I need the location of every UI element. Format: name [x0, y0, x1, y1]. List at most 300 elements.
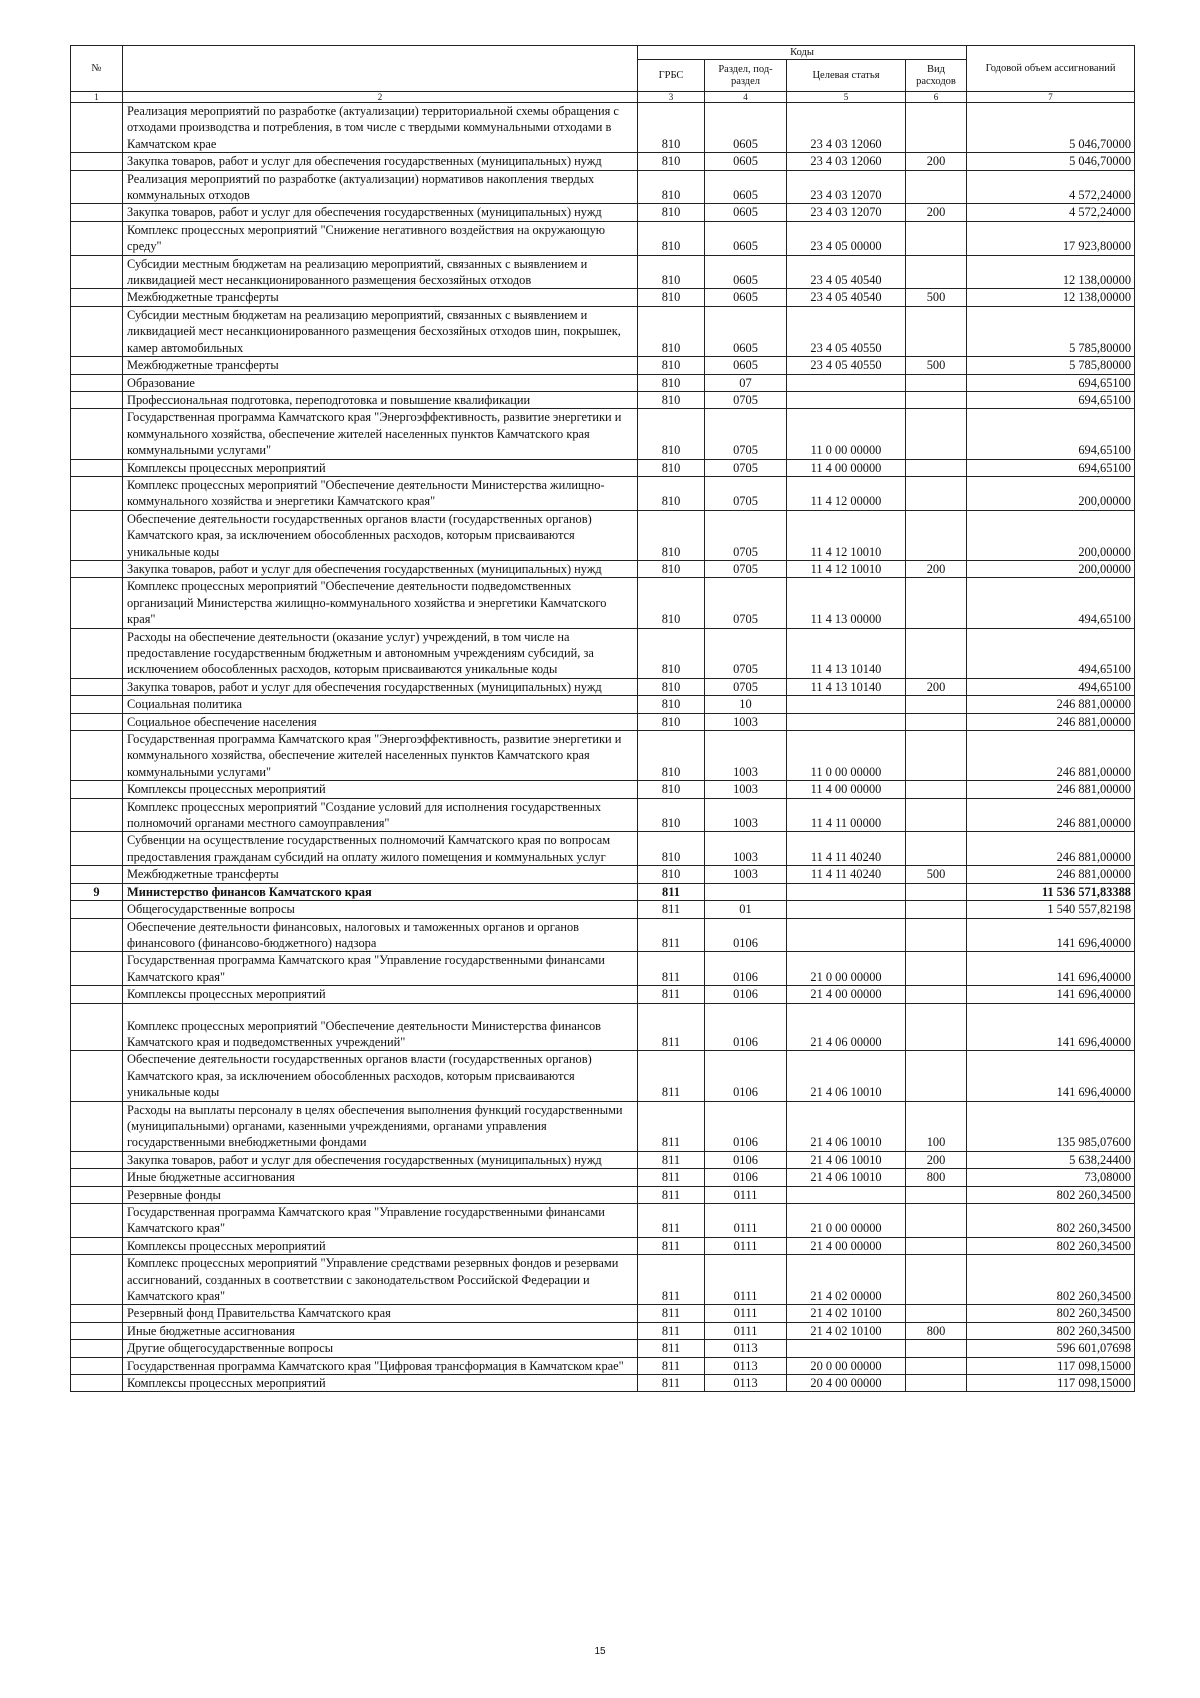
row-number — [71, 289, 123, 306]
header-number: № — [71, 46, 123, 92]
row-annual-volume: 141 696,40000 — [967, 918, 1135, 952]
row-section-code: 0705 — [705, 560, 787, 577]
row-expense-type-code: 200 — [906, 204, 967, 221]
page-number: 15 — [594, 1646, 606, 1657]
row-name: Обеспечение деятельности финансовых, налоговых и таможенных органов и органов финансового (финансово-бюджетного) надзора — [123, 918, 638, 952]
row-grbs-code: 810 — [638, 357, 705, 374]
row-number — [71, 798, 123, 832]
row-grbs-code: 811 — [638, 1340, 705, 1357]
row-section-code: 0605 — [705, 153, 787, 170]
row-annual-volume: 117 098,15000 — [967, 1357, 1135, 1374]
row-grbs-code: 810 — [638, 170, 705, 204]
row-section-code: 0106 — [705, 918, 787, 952]
row-grbs-code: 810 — [638, 204, 705, 221]
row-annual-volume: 694,65100 — [967, 391, 1135, 408]
column-number: 6 — [906, 92, 967, 103]
row-expense-type-code: 800 — [906, 1322, 967, 1339]
row-expense-type-code — [906, 696, 967, 713]
row-annual-volume: 246 881,00000 — [967, 832, 1135, 866]
row-name: Профессиональная подготовка, переподготовка и повышение квалификации — [123, 391, 638, 408]
row-number — [71, 986, 123, 1003]
row-annual-volume: 802 260,34500 — [967, 1204, 1135, 1238]
row-name: Реализация мероприятий по разработке (актуализации) нормативов накопления твердых коммунальных отходов — [123, 170, 638, 204]
table-row — [71, 883, 1135, 900]
row-expense-type-code — [906, 986, 967, 1003]
row-number — [71, 255, 123, 289]
row-annual-volume: 694,65100 — [967, 409, 1135, 459]
budget-table — [70, 45, 1135, 1392]
row-target-item-code: 21 4 06 00000 — [787, 1003, 906, 1051]
row-number — [71, 374, 123, 391]
row-grbs-code: 810 — [638, 221, 705, 255]
row-expense-type-code — [906, 781, 967, 798]
row-name: Закупка товаров, работ и услуг для обеспечения государственных (муниципальных) нужд — [123, 560, 638, 577]
row-grbs-code: 810 — [638, 255, 705, 289]
row-annual-volume: 802 260,34500 — [967, 1322, 1135, 1339]
row-section-code: 0605 — [705, 357, 787, 374]
row-section-code: 0705 — [705, 628, 787, 678]
row-expense-type-code — [906, 306, 967, 356]
column-number: 3 — [638, 92, 705, 103]
row-target-item-code: 23 4 03 12060 — [787, 153, 906, 170]
column-number: 4 — [705, 92, 787, 103]
row-grbs-code: 810 — [638, 153, 705, 170]
header-name — [123, 46, 638, 92]
row-annual-volume: 141 696,40000 — [967, 1051, 1135, 1101]
row-annual-volume: 200,00000 — [967, 476, 1135, 510]
row-name: Комплексы процессных мероприятий — [123, 1237, 638, 1254]
row-grbs-code: 811 — [638, 1322, 705, 1339]
row-number — [71, 1340, 123, 1357]
row-target-item-code: 20 0 00 00000 — [787, 1357, 906, 1374]
table-row — [71, 204, 1135, 221]
row-number — [71, 459, 123, 476]
row-expense-type-code — [906, 731, 967, 781]
row-name: Расходы на обеспечение деятельности (оказание услуг) учреждений, в том числе на предоставление государственным бюджетным и автономным учреждениям субсидий, за исключением обособленных расходов, которым присваиваются уникальные коды — [123, 628, 638, 678]
row-target-item-code: 21 4 00 00000 — [787, 986, 906, 1003]
row-target-item-code: 21 4 06 10010 — [787, 1169, 906, 1186]
row-expense-type-code — [906, 374, 967, 391]
row-target-item-code: 11 4 00 00000 — [787, 459, 906, 476]
row-name: Комплексы процессных мероприятий — [123, 986, 638, 1003]
row-annual-volume: 694,65100 — [967, 459, 1135, 476]
row-number — [71, 781, 123, 798]
row-name: Комплекс процессных мероприятий "Обеспечение деятельности Министерства жилищно-коммунального хозяйства и энергетики Камчатского края" — [123, 476, 638, 510]
column-number: 2 — [123, 92, 638, 103]
row-section-code: 0106 — [705, 1051, 787, 1101]
row-annual-volume: 694,65100 — [967, 374, 1135, 391]
row-number — [71, 918, 123, 952]
row-number — [71, 952, 123, 986]
table-row — [71, 1169, 1135, 1186]
row-expense-type-code — [906, 1255, 967, 1305]
header-codes: Коды — [638, 46, 967, 60]
header-annual-volume: Годовой объем ассигнований — [967, 46, 1135, 92]
row-target-item-code: 11 4 12 00000 — [787, 476, 906, 510]
row-number — [71, 731, 123, 781]
row-grbs-code: 810 — [638, 866, 705, 883]
table-row — [71, 221, 1135, 255]
row-name: Социальная политика — [123, 696, 638, 713]
row-annual-volume: 802 260,34500 — [967, 1237, 1135, 1254]
row-number — [71, 391, 123, 408]
row-annual-volume: 802 260,34500 — [967, 1186, 1135, 1203]
table-row — [71, 255, 1135, 289]
table-row — [71, 713, 1135, 730]
row-target-item-code: 21 0 00 00000 — [787, 952, 906, 986]
budget-table-sheet — [70, 45, 1134, 1392]
row-target-item-code — [787, 374, 906, 391]
row-section-code: 0113 — [705, 1375, 787, 1392]
row-expense-type-code: 200 — [906, 560, 967, 577]
row-section-code: 0111 — [705, 1237, 787, 1254]
row-section-code: 1003 — [705, 866, 787, 883]
table-row — [71, 866, 1135, 883]
row-expense-type-code — [906, 1340, 967, 1357]
row-number — [71, 306, 123, 356]
row-section-code: 0111 — [705, 1186, 787, 1203]
row-annual-volume: 1 540 557,82198 — [967, 901, 1135, 918]
row-annual-volume: 5 785,80000 — [967, 306, 1135, 356]
row-section-code: 0111 — [705, 1305, 787, 1322]
row-section-code: 01 — [705, 901, 787, 918]
row-name: Министерство финансов Камчатского края — [123, 883, 638, 900]
row-expense-type-code — [906, 510, 967, 560]
row-grbs-code: 810 — [638, 560, 705, 577]
row-name: Комплекс процессных мероприятий "Обеспечение деятельности Министерства финансов Камчатского края и подведомственных учреждений" — [123, 1003, 638, 1051]
row-name: Межбюджетные трансферты — [123, 866, 638, 883]
row-target-item-code — [787, 1186, 906, 1203]
row-annual-volume: 802 260,34500 — [967, 1305, 1135, 1322]
table-row — [71, 153, 1135, 170]
row-grbs-code: 811 — [638, 883, 705, 900]
table-row — [71, 510, 1135, 560]
row-name: Иные бюджетные ассигнования — [123, 1322, 638, 1339]
row-annual-volume: 5 785,80000 — [967, 357, 1135, 374]
table-row — [71, 1186, 1135, 1203]
row-grbs-code: 810 — [638, 476, 705, 510]
row-grbs-code: 811 — [638, 1186, 705, 1203]
row-annual-volume: 135 985,07600 — [967, 1101, 1135, 1151]
row-expense-type-code — [906, 713, 967, 730]
row-grbs-code: 811 — [638, 1305, 705, 1322]
row-target-item-code: 23 4 05 40550 — [787, 357, 906, 374]
row-grbs-code: 811 — [638, 1255, 705, 1305]
row-grbs-code: 810 — [638, 510, 705, 560]
row-name: Комплексы процессных мероприятий — [123, 781, 638, 798]
row-grbs-code: 810 — [638, 713, 705, 730]
header-expense-type: Вид расходов — [906, 60, 967, 92]
row-grbs-code: 810 — [638, 832, 705, 866]
table-row — [71, 357, 1135, 374]
table-row — [71, 1051, 1135, 1101]
row-grbs-code: 810 — [638, 374, 705, 391]
row-expense-type-code — [906, 1375, 967, 1392]
header-grbs: ГРБС — [638, 60, 705, 92]
row-expense-type-code — [906, 918, 967, 952]
row-annual-volume: 200,00000 — [967, 510, 1135, 560]
row-annual-volume: 246 881,00000 — [967, 781, 1135, 798]
row-number — [71, 1204, 123, 1238]
table-row — [71, 391, 1135, 408]
row-expense-type-code — [906, 1204, 967, 1238]
row-name: Резервный фонд Правительства Камчатского края — [123, 1305, 638, 1322]
table-row — [71, 459, 1135, 476]
row-grbs-code: 810 — [638, 628, 705, 678]
row-expense-type-code — [906, 832, 967, 866]
row-expense-type-code: 200 — [906, 153, 967, 170]
table-row — [71, 628, 1135, 678]
table-row — [71, 952, 1135, 986]
row-target-item-code: 23 4 03 12060 — [787, 103, 906, 153]
row-number — [71, 1186, 123, 1203]
row-name: Межбюджетные трансферты — [123, 289, 638, 306]
row-grbs-code: 811 — [638, 952, 705, 986]
row-expense-type-code — [906, 1305, 967, 1322]
row-target-item-code — [787, 883, 906, 900]
row-grbs-code: 810 — [638, 798, 705, 832]
row-grbs-code: 810 — [638, 781, 705, 798]
row-expense-type-code: 200 — [906, 1151, 967, 1168]
row-number — [71, 1169, 123, 1186]
column-number: 5 — [787, 92, 906, 103]
table-row — [71, 1101, 1135, 1151]
row-grbs-code: 810 — [638, 103, 705, 153]
row-grbs-code: 811 — [638, 1169, 705, 1186]
row-annual-volume: 246 881,00000 — [967, 731, 1135, 781]
row-name: Комплекс процессных мероприятий "Снижение негативного воздействия на окружающую среду" — [123, 221, 638, 255]
row-expense-type-code — [906, 1051, 967, 1101]
row-name: Комплекс процессных мероприятий "Управление средствами резервных фондов и резервами ассигнований, созданных в соответствии с законодательством Российской Федерации и Камчатского края" — [123, 1255, 638, 1305]
row-expense-type-code — [906, 1357, 967, 1374]
row-name: Обеспечение деятельности государственных органов власти (государственных органов) Камчатского края, за исключением обособленных расходов, которым присваиваются уникальные коды — [123, 1051, 638, 1101]
row-annual-volume: 596 601,07698 — [967, 1340, 1135, 1357]
row-number — [71, 1255, 123, 1305]
table-row — [71, 1003, 1135, 1051]
row-number — [71, 103, 123, 153]
table-row — [71, 1237, 1135, 1254]
row-expense-type-code: 500 — [906, 866, 967, 883]
row-annual-volume: 141 696,40000 — [967, 986, 1135, 1003]
row-annual-volume: 246 881,00000 — [967, 798, 1135, 832]
table-row — [71, 289, 1135, 306]
row-expense-type-code — [906, 1237, 967, 1254]
row-expense-type-code — [906, 103, 967, 153]
row-number — [71, 1003, 123, 1051]
row-number — [71, 409, 123, 459]
row-expense-type-code — [906, 901, 967, 918]
row-number — [71, 832, 123, 866]
column-number-row — [71, 92, 1135, 103]
row-number — [71, 476, 123, 510]
row-section-code: 10 — [705, 696, 787, 713]
row-name: Общегосударственные вопросы — [123, 901, 638, 918]
row-section-code: 1003 — [705, 798, 787, 832]
row-number — [71, 153, 123, 170]
row-target-item-code: 11 4 13 00000 — [787, 578, 906, 628]
row-grbs-code: 810 — [638, 306, 705, 356]
row-annual-volume: 246 881,00000 — [967, 866, 1135, 883]
row-annual-volume: 11 536 571,83388 — [967, 883, 1135, 900]
row-section-code: 0605 — [705, 255, 787, 289]
row-annual-volume: 5 638,24400 — [967, 1151, 1135, 1168]
row-number: 9 — [71, 883, 123, 900]
row-target-item-code: 23 4 05 40540 — [787, 255, 906, 289]
row-section-code: 0111 — [705, 1255, 787, 1305]
table-row — [71, 1255, 1135, 1305]
table-row — [71, 832, 1135, 866]
row-expense-type-code — [906, 459, 967, 476]
row-grbs-code: 810 — [638, 696, 705, 713]
row-number — [71, 1375, 123, 1392]
row-target-item-code: 11 0 00 00000 — [787, 731, 906, 781]
table-row — [71, 1322, 1135, 1339]
row-annual-volume: 5 046,70000 — [967, 153, 1135, 170]
row-number — [71, 560, 123, 577]
row-name: Субвенции на осуществление государственных полномочий Камчатского края по вопросам предоставления гражданам субсидий на оплату жилого помещения и коммунальных услуг — [123, 832, 638, 866]
row-target-item-code: 23 4 05 40540 — [787, 289, 906, 306]
row-grbs-code: 811 — [638, 1204, 705, 1238]
row-annual-volume: 141 696,40000 — [967, 1003, 1135, 1051]
row-target-item-code: 21 4 06 10010 — [787, 1151, 906, 1168]
table-row — [71, 1151, 1135, 1168]
row-expense-type-code: 200 — [906, 678, 967, 695]
row-section-code: 0113 — [705, 1357, 787, 1374]
row-section-code: 0705 — [705, 459, 787, 476]
row-number — [71, 696, 123, 713]
row-expense-type-code: 500 — [906, 357, 967, 374]
row-grbs-code: 810 — [638, 678, 705, 695]
table-row — [71, 986, 1135, 1003]
row-section-code: 1003 — [705, 781, 787, 798]
table-header — [71, 46, 1135, 103]
row-annual-volume: 12 138,00000 — [967, 255, 1135, 289]
row-number — [71, 1305, 123, 1322]
row-target-item-code: 11 4 00 00000 — [787, 781, 906, 798]
row-grbs-code: 811 — [638, 1101, 705, 1151]
row-section-code: 0705 — [705, 578, 787, 628]
row-grbs-code: 811 — [638, 1051, 705, 1101]
row-number — [71, 678, 123, 695]
row-target-item-code: 21 4 02 10100 — [787, 1305, 906, 1322]
row-section-code: 0705 — [705, 476, 787, 510]
row-target-item-code — [787, 1340, 906, 1357]
row-name: Государственная программа Камчатского края "Цифровая трансформация в Камчатском крае" — [123, 1357, 638, 1374]
row-number — [71, 1101, 123, 1151]
row-expense-type-code: 500 — [906, 289, 967, 306]
table-row — [71, 306, 1135, 356]
row-number — [71, 628, 123, 678]
row-section-code: 0106 — [705, 952, 787, 986]
table-row — [71, 781, 1135, 798]
row-annual-volume: 802 260,34500 — [967, 1255, 1135, 1305]
row-grbs-code: 811 — [638, 1151, 705, 1168]
row-number — [71, 510, 123, 560]
table-row — [71, 476, 1135, 510]
row-section-code: 0605 — [705, 221, 787, 255]
row-target-item-code: 23 4 05 00000 — [787, 221, 906, 255]
row-target-item-code: 21 4 00 00000 — [787, 1237, 906, 1254]
table-row — [71, 1340, 1135, 1357]
row-number — [71, 204, 123, 221]
row-name: Реализация мероприятий по разработке (актуализации) территориальной схемы обращения с отходами производства и потребления, в том числе с твердыми коммунальными отходами в Камчатском крае — [123, 103, 638, 153]
row-section-code: 0705 — [705, 391, 787, 408]
row-annual-volume: 73,08000 — [967, 1169, 1135, 1186]
row-target-item-code: 21 4 06 10010 — [787, 1051, 906, 1101]
row-section-code: 0705 — [705, 678, 787, 695]
row-section-code: 0605 — [705, 103, 787, 153]
row-grbs-code: 811 — [638, 1237, 705, 1254]
row-name: Субсидии местным бюджетам на реализацию мероприятий, связанных с выявлением и ликвидацией мест несанкционированного размещения бесхозяйных отходов — [123, 255, 638, 289]
row-name: Межбюджетные трансферты — [123, 357, 638, 374]
header-target-item: Целевая статья — [787, 60, 906, 92]
row-name: Закупка товаров, работ и услуг для обеспечения государственных (муниципальных) нужд — [123, 153, 638, 170]
row-target-item-code: 20 4 00 00000 — [787, 1375, 906, 1392]
row-annual-volume: 494,65100 — [967, 628, 1135, 678]
row-target-item-code — [787, 918, 906, 952]
row-name: Расходы на выплаты персоналу в целях обеспечения выполнения функций государственными (муниципальными) органами, казенными учреждениями, органами управления государственными внебюджетными фондами — [123, 1101, 638, 1151]
row-expense-type-code — [906, 798, 967, 832]
table-row — [71, 578, 1135, 628]
row-annual-volume: 17 923,80000 — [967, 221, 1135, 255]
table-row — [71, 1204, 1135, 1238]
row-expense-type-code — [906, 578, 967, 628]
row-number — [71, 578, 123, 628]
row-name: Государственная программа Камчатского края "Управление государственными финансами Камчатского края" — [123, 1204, 638, 1238]
row-number — [71, 357, 123, 374]
row-target-item-code: 23 4 03 12070 — [787, 204, 906, 221]
row-name: Комплексы процессных мероприятий — [123, 1375, 638, 1392]
row-section-code: 1003 — [705, 731, 787, 781]
row-target-item-code: 23 4 03 12070 — [787, 170, 906, 204]
row-grbs-code: 811 — [638, 1375, 705, 1392]
row-expense-type-code — [906, 1186, 967, 1203]
row-section-code: 0111 — [705, 1322, 787, 1339]
row-name: Иные бюджетные ассигнования — [123, 1169, 638, 1186]
row-grbs-code: 810 — [638, 731, 705, 781]
row-target-item-code: 11 0 00 00000 — [787, 409, 906, 459]
row-section-code: 0111 — [705, 1204, 787, 1238]
row-section-code: 0106 — [705, 986, 787, 1003]
row-target-item-code: 21 0 00 00000 — [787, 1204, 906, 1238]
row-annual-volume: 4 572,24000 — [967, 204, 1135, 221]
row-number — [71, 170, 123, 204]
table-row — [71, 170, 1135, 204]
row-section-code: 0605 — [705, 289, 787, 306]
row-expense-type-code — [906, 883, 967, 900]
row-section-code — [705, 883, 787, 900]
row-name: Резервные фонды — [123, 1186, 638, 1203]
row-target-item-code — [787, 391, 906, 408]
table-row — [71, 1305, 1135, 1322]
row-name: Государственная программа Камчатского края "Управление государственными финансами Камчатского края" — [123, 952, 638, 986]
row-section-code: 1003 — [705, 832, 787, 866]
row-target-item-code: 11 4 13 10140 — [787, 678, 906, 695]
row-number — [71, 866, 123, 883]
table-row — [71, 374, 1135, 391]
row-expense-type-code — [906, 391, 967, 408]
table-row — [71, 901, 1135, 918]
row-annual-volume: 5 046,70000 — [967, 103, 1135, 153]
row-expense-type-code: 800 — [906, 1169, 967, 1186]
row-target-item-code: 21 4 02 10100 — [787, 1322, 906, 1339]
table-row — [71, 103, 1135, 153]
row-name: Субсидии местным бюджетам на реализацию мероприятий, связанных с выявлением и ликвидацией мест несанкционированного размещения бесхозяйных отходов шин, покрышек, камер автомобильных — [123, 306, 638, 356]
row-name: Комплекс процессных мероприятий "Создание условий для исполнения государственных полномочий органами местного самоуправления" — [123, 798, 638, 832]
row-expense-type-code — [906, 255, 967, 289]
row-target-item-code: 23 4 05 40550 — [787, 306, 906, 356]
table-body — [71, 103, 1135, 1392]
